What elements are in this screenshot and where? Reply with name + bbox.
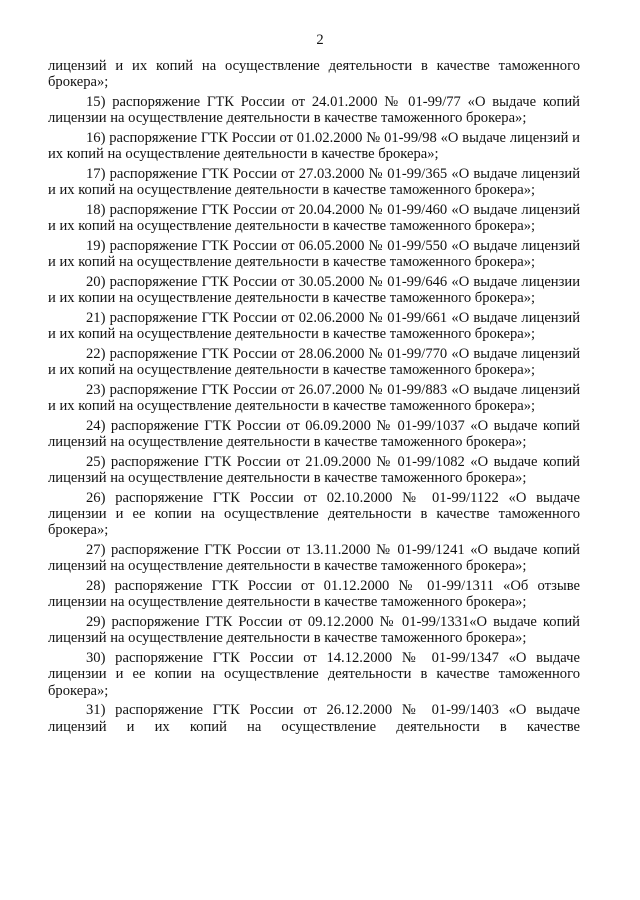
paragraph: 20) распоряжение ГТК России от 30.05.2000 № 01-99/646 «О выдаче лицензии и их копии на осуществление деятельности в качестве таможенного брокера»; (48, 273, 580, 307)
document-body (48, 58, 580, 738)
paragraph: 24) распоряжение ГТК России от 06.09.2000 № 01-99/1037 «О выдаче копий лицензий на осуществление деятельности в качестве таможенного брокера»; (48, 417, 580, 451)
paragraph: 23) распоряжение ГТК России от 26.07.2000 № 01-99/883 «О выдаче лицензий и их копий на осуществление деятельности в качестве таможенного брокера»; (48, 381, 580, 415)
paragraph: 22) распоряжение ГТК России от 28.06.2000 № 01-99/770 «О выдаче лицензий и их копий на осуществление деятельности в качестве таможенного брокера»; (48, 345, 580, 379)
paragraph: 29) распоряжение ГТК России от 09.12.2000 № 01-99/1331«О выдаче копий лицензий на осуществление деятельности в качестве таможенного брокера»; (48, 614, 580, 647)
paragraph: 18) распоряжение ГТК России от 20.04.2000 № 01-99/460 «О выдаче лицензий и их копий на осуществление деятельности в качестве таможенного брокера»; (48, 201, 580, 235)
paragraph: 26) распоряжение ГТК России от 02.10.2000 № 01-99/1122 «О выдаче лицензии и ее копии на осуществление деятельности в качестве таможенного брокера»; (48, 489, 580, 539)
paragraph: 27) распоряжение ГТК России от 13.11.2000 № 01-99/1241 «О выдаче копий лицензий на осуществление деятельности в качестве таможенного брокера»; (48, 542, 580, 575)
paragraph: 25) распоряжение ГТК России от 21.09.2000 № 01-99/1082 «О выдаче копий лицензий на осуществление деятельности в качестве таможенного брокера»; (48, 453, 580, 487)
paragraph: 21) распоряжение ГТК России от 02.06.2000 № 01-99/661 «О выдаче лицензий и их копий на осуществление деятельности в качестве таможенного брокера»; (48, 309, 580, 343)
paragraph: лицензий и их копий на осуществление деятельности в качестве таможенного брокера»; (48, 58, 580, 91)
paragraph: 19) распоряжение ГТК России от 06.05.2000 № 01-99/550 «О выдаче лицензий и их копий на осуществление деятельности в качестве таможенного брокера»; (48, 237, 580, 271)
page-number: 2 (316, 32, 324, 48)
paragraph: 16) распоряжение ГТК России от 01.02.2000 № 01-99/98 «О выдаче лицензий и их копий на осуществление деятельности в качестве брокера»; (48, 129, 580, 163)
paragraph: 17) распоряжение ГТК России от 27.03.2000 № 01-99/365 «О выдаче лицензий и их копий на осуществление деятельности в качестве таможенного брокера»; (48, 165, 580, 199)
paragraph: 31) распоряжение ГТК России от 26.12.2000 № 01-99/1403 «О выдаче лицензий и их копий на осуществление деятельности в качестве (48, 702, 580, 735)
paragraph: 28) распоряжение ГТК России от 01.12.2000 № 01-99/1311 «Об отзыве лицензии на осуществление деятельности в качестве таможенного брокера»; (48, 578, 580, 611)
paragraph: 15) распоряжение ГТК России от 24.01.2000 № 01-99/77 «О выдаче копий лицензии на осуществление деятельности в качестве таможенного брокера»; (48, 93, 580, 127)
paragraph: 30) распоряжение ГТК России от 14.12.2000 № 01-99/1347 «О выдаче лицензии и ее копии на осуществление деятельности в качестве таможенного брокера»; (48, 650, 580, 699)
